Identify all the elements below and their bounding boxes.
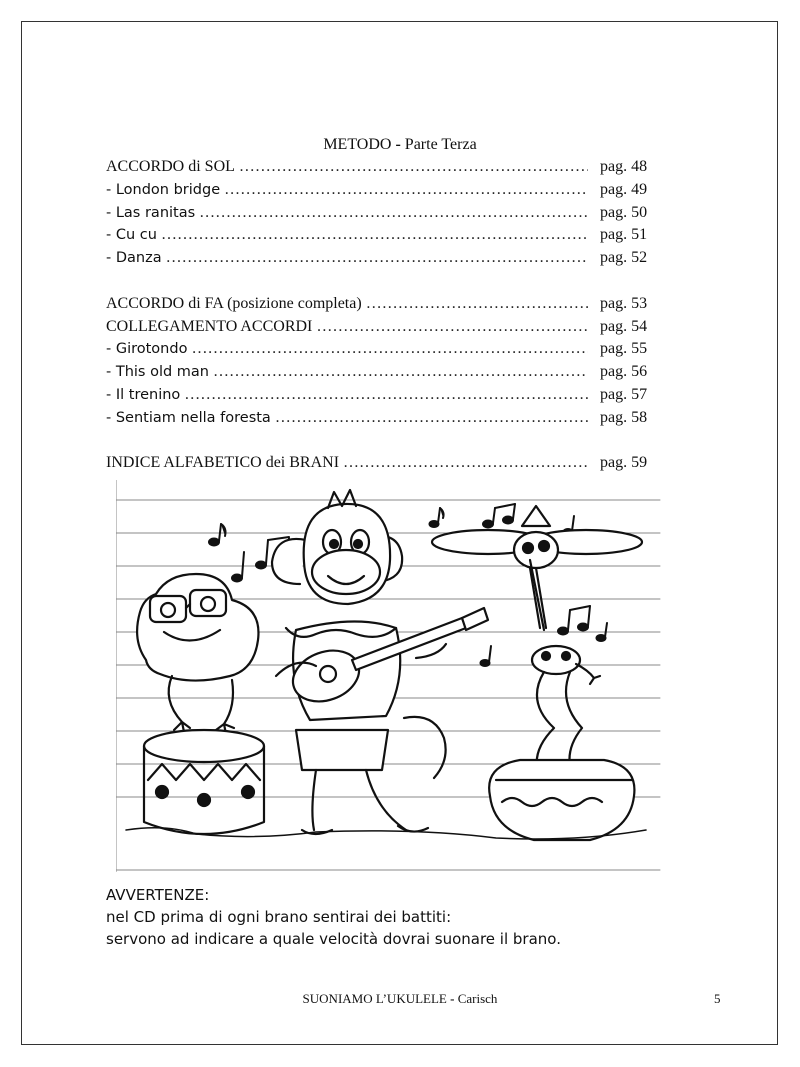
toc-entry-title: - Girotondo (106, 341, 188, 358)
toc-leader-dots (191, 340, 588, 358)
toc-entry-page: pag. 49 (600, 180, 648, 198)
toc-leader-dots (161, 226, 588, 244)
toc-entry-page: pag. 59 (600, 454, 648, 472)
warning-notes (106, 884, 666, 950)
toc-entry-page: pag. 58 (600, 408, 648, 426)
toc-leader-dots (213, 363, 588, 381)
toc-leader-dots (166, 249, 588, 267)
page-number: 5 (714, 991, 721, 1006)
toc-spacer (106, 432, 662, 455)
toc-spacer (106, 272, 662, 295)
footer-separator: - (446, 991, 458, 1006)
toc-leader-dots (184, 386, 588, 404)
frog-drawing (137, 574, 258, 734)
section-title (0, 136, 800, 154)
toc-entry-title: COLLEGAMENTO ACCORDI (106, 317, 313, 335)
toc-leader-dots (366, 295, 588, 313)
toc-entry-page: pag. 56 (600, 363, 648, 381)
toc-entry-title: - Las ranitas (106, 204, 196, 221)
toc-entry-title: - Il trenino (106, 386, 181, 403)
snake-in-basket-drawing (489, 646, 634, 840)
section-title-separator: - (391, 136, 405, 153)
toc-entry-title: INDICE ALFABETICO dei BRANI (106, 454, 340, 472)
toc-leader-dots (275, 409, 588, 427)
toc-entry[interactable] (106, 181, 662, 204)
toc-entry[interactable] (106, 226, 662, 249)
toc-entry[interactable] (106, 318, 662, 341)
toc-entry[interactable] (106, 158, 662, 181)
warning-line: nel CD prima di ogni brano sentirai dei battiti: (106, 908, 452, 926)
toc-entry[interactable] (106, 249, 662, 272)
toc-entry-title: ACCORDO di FA (posizione completa) (106, 294, 362, 312)
toc-entry-page: pag. 54 (600, 317, 648, 335)
toc-leader-dots (316, 318, 588, 336)
table-of-contents (106, 158, 662, 477)
toc-entry-page: pag. 52 (600, 249, 648, 267)
section-title-sub: Parte Terza (404, 136, 477, 153)
footer-publisher: Carisch (457, 991, 498, 1006)
toc-leader-dots (239, 158, 588, 176)
toc-entry[interactable] (106, 204, 662, 227)
toc-entry-title: - London bridge (106, 181, 221, 198)
toc-entry-page: pag. 55 (600, 340, 648, 358)
drum-drawing (144, 730, 264, 834)
toc-entry-page: pag. 57 (600, 385, 648, 403)
toc-entry[interactable] (106, 409, 662, 432)
toc-entry-page: pag. 50 (600, 203, 648, 221)
toc-entry-page: pag. 53 (600, 294, 648, 312)
section-title-main: METODO (323, 136, 392, 153)
toc-entry-page: pag. 48 (600, 158, 648, 175)
toc-entry-title: - Sentiam nella foresta (106, 409, 271, 426)
toc-entry[interactable] (106, 295, 662, 318)
cartoon-animal-band-illustration (116, 480, 664, 872)
toc-entry-title: - Danza (106, 250, 162, 267)
page-footer (0, 991, 800, 1007)
toc-entry-title: - This old man (106, 364, 209, 381)
toc-entry[interactable] (106, 363, 662, 386)
warning-heading: AVVERTENZE: (106, 886, 210, 904)
toc-leader-dots (224, 181, 588, 199)
toc-leader-dots (199, 204, 588, 222)
footer-title: SUONIAMO L’UKULELE (302, 991, 447, 1006)
toc-leader-dots (343, 454, 588, 472)
toc-entry[interactable] (106, 454, 662, 477)
toc-entry-page: pag. 51 (600, 226, 648, 244)
toc-entry-title: ACCORDO di SOL (106, 158, 235, 175)
warning-line: servono ad indicare a quale velocità dovrai suonare il brano. (106, 930, 561, 948)
toc-entry-title: - Cu cu (106, 227, 157, 244)
dragonfly-drawing (432, 506, 642, 630)
toc-entry[interactable] (106, 340, 662, 363)
toc-entry[interactable] (106, 386, 662, 409)
